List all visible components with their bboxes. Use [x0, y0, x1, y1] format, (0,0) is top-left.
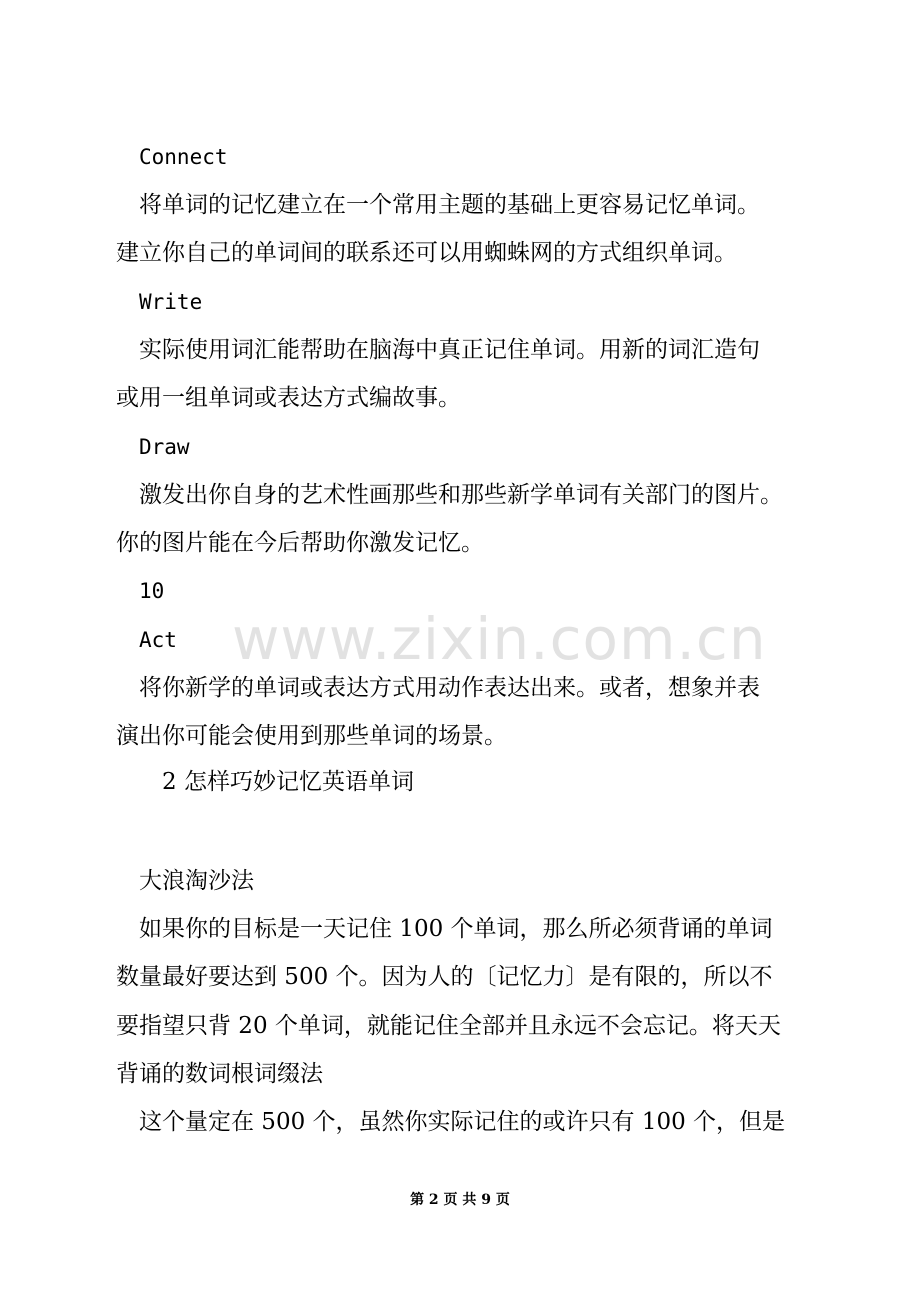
- subsection-heading: 大浪淘沙法: [139, 868, 254, 894]
- text-line: 将单词的记忆建立在一个常用主题的基础上更容易记忆单词。: [139, 192, 760, 218]
- text-line: 你的图片能在今后帮助你激发记忆。: [116, 530, 484, 556]
- text-line: 要指望只背 20 个单词，就能记住全部并且永远不会忘记。将天天: [116, 1013, 781, 1039]
- text-line: Act: [139, 628, 177, 652]
- section-heading: 2 怎样巧妙记忆英语单词: [162, 769, 414, 795]
- text-line: 建立你自己的单词间的联系还可以用蜘蛛网的方式组织单词。: [116, 240, 737, 266]
- text-line: 10: [139, 579, 165, 603]
- text-line: 这个量定在 500 个，虽然你实际记住的或许只有 100 个，但是: [139, 1109, 786, 1135]
- text-line: 实际使用词汇能帮助在脑海中真正记住单词。用新的词汇造句: [139, 337, 760, 363]
- text-line: 背诵的数词根词缀法: [116, 1061, 323, 1087]
- text-line: 将你新学的单词或表达方式用动作表达出来。或者，想象并表: [139, 675, 760, 701]
- watermark: www.zixin.com.cn: [232, 605, 767, 673]
- text-line: Connect: [139, 145, 228, 169]
- text-line: Write: [139, 290, 203, 314]
- page-footer: 第 2 页 共 9 页: [410, 1192, 510, 1208]
- text-line: Draw: [139, 435, 190, 459]
- text-line: 演出你可能会使用到那些单词的场景。: [116, 723, 507, 749]
- text-line: 数量最好要达到 500 个。因为人的〔记忆力〕是有限的，所以不: [116, 964, 773, 990]
- text-line: 激发出你自身的艺术性画那些和那些新学单词有关部门的图片。: [139, 482, 783, 508]
- text-line: 或用一组单词或表达方式编故事。: [116, 385, 461, 411]
- text-line: 如果你的目标是一天记住 100 个单词，那么所必须背诵的单词: [139, 916, 773, 942]
